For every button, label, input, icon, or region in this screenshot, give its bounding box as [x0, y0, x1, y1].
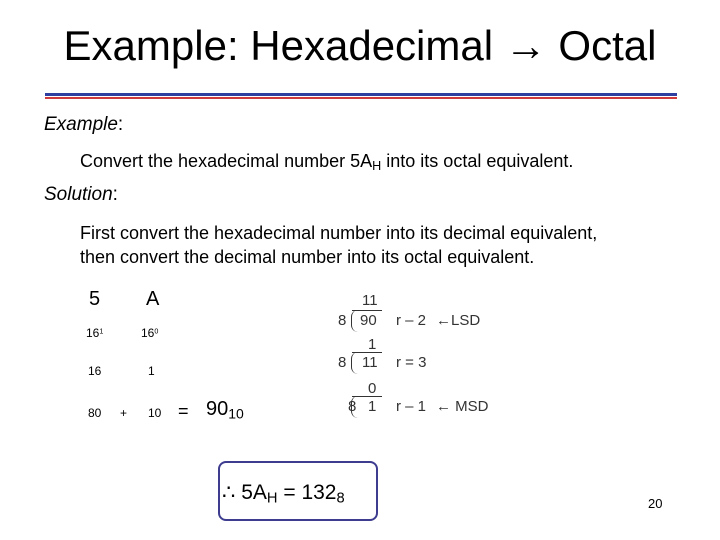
step3-quotient: 0	[368, 380, 377, 397]
step3-remainder: r – 1	[396, 398, 427, 415]
weight-value-1: 1	[148, 364, 155, 378]
step1-remainder: r – 2	[396, 312, 427, 329]
step1-lsd-note: ←LSD	[436, 312, 481, 329]
page-number: 20	[648, 496, 663, 511]
problem-suffix: into its octal equivalent.	[381, 151, 574, 171]
final-answer: ∴ $5A_H = 132_8$	[222, 481, 345, 507]
step3-dividend: 1	[368, 398, 377, 415]
solution-line-1: First convert the hexadecimal number into its decimal equivalent,	[80, 223, 598, 243]
step1-dividend: 90	[360, 312, 377, 329]
step1-divisor: 8	[338, 312, 347, 329]
solution-label: Solution:	[44, 184, 118, 205]
step2-quotient: 1	[368, 336, 377, 353]
title-divider-red	[45, 97, 677, 99]
product-10: 10	[148, 406, 162, 420]
product-80: 80	[88, 406, 102, 420]
step1-quotient: 11	[362, 292, 378, 309]
example-label: Example:	[44, 114, 124, 135]
therefore-symbol: ∴	[222, 481, 236, 504]
step3-divisor: 8	[348, 398, 357, 415]
place-weight-16-1: $16^1$	[86, 326, 104, 340]
repeated-division-diagram	[336, 290, 506, 430]
step2-remainder: r = 3	[396, 354, 427, 371]
plus-sign: +	[120, 406, 128, 420]
problem-statement	[80, 150, 573, 177]
step1-division-bracket	[351, 310, 358, 332]
step2-division-bracket	[351, 352, 358, 374]
step2-dividend: 11	[362, 354, 378, 371]
weight-value-16: 16	[88, 364, 102, 378]
title-divider-blue	[45, 93, 677, 96]
problem-subscript: H	[372, 159, 382, 174]
slide-title: Example: Hexadecimal → Octal	[63, 22, 657, 69]
solution-line-2: then convert the decimal number into its octal equivalent.	[80, 247, 535, 267]
equals-sign: =	[178, 401, 189, 421]
hex-digit-a: A	[146, 288, 160, 310]
decimal-result: $90_{10}$	[206, 398, 244, 422]
hex-digit-5: 5	[89, 288, 101, 310]
problem-prefix: Convert the hexadecimal number 5A	[80, 151, 373, 171]
place-weight-16-0: $16^0$	[141, 326, 159, 340]
step2-divisor: 8	[338, 354, 347, 371]
step3-msd-note: ← MSD	[436, 398, 489, 415]
